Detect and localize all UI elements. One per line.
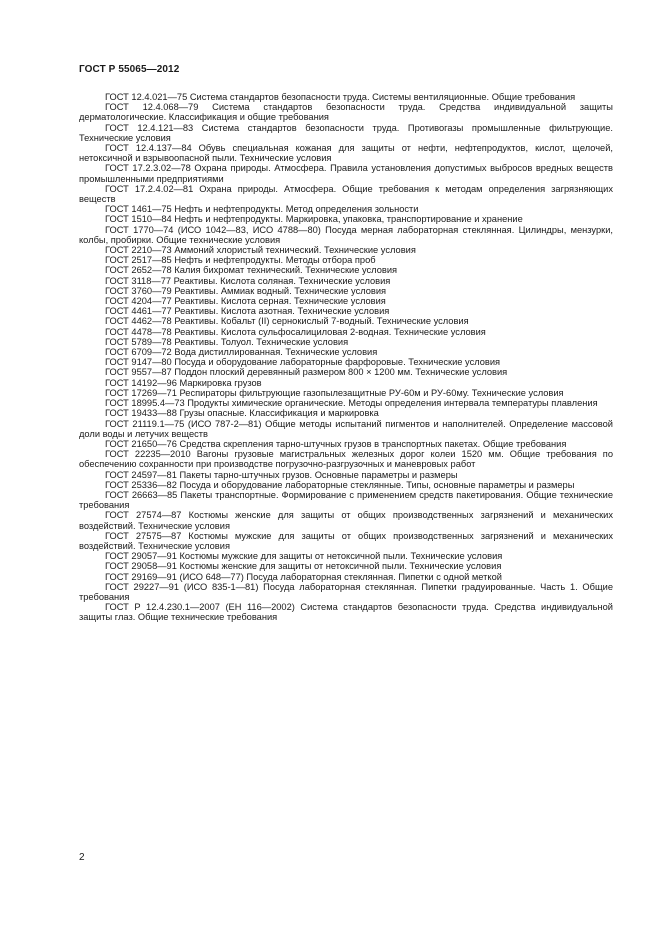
reference-item: ГОСТ 4204—77 Реактивы. Кислота серная. Технические условия <box>105 296 386 307</box>
reference-item: ГОСТ 18995.4—73 Продукты химические органические. Методы определения интервала температуры плавления <box>105 398 598 409</box>
reference-item: ГОСТ 2652—78 Калия бихромат технический. Технические условия <box>105 265 398 276</box>
reference-item: ГОСТ 29057—91 Костюмы мужские для защиты от нетоксичной пыли. Технические условия <box>105 551 503 562</box>
reference-item: ГОСТ 4461—77 Реактивы. Кислота азотная. Технические условия <box>105 306 390 317</box>
reference-item: ГОСТ 25336—82 Посуда и оборудование лабораторные стеклянные. Типы, основные параметры и размеры <box>105 479 575 490</box>
reference-item: ГОСТ 12.4.121—83 Система стандартов безопасности труда. Противогазы промышленные фильтрующие. Технические условия <box>79 122 613 143</box>
reference-item: ГОСТ 22235—2010 Вагоны грузовые магистральных железных дорог колеи 1520 мм. Общие требования по обеспечению сохранности при производстве погрузочно-разгрузочных и маневровых работ <box>79 449 613 470</box>
reference-item: ГОСТ 14192—96 Маркировка грузов <box>105 377 262 388</box>
reference-item: ГОСТ 3118—77 Реактивы. Кислота соляная. Технические условия <box>105 275 391 286</box>
reference-item: ГОСТ 29169—91 (ИСО 648—77) Посуда лабораторная стеклянная. Пипетки с одной меткой <box>105 571 502 582</box>
reference-item: ГОСТ 27575—87 Костюмы мужские для защиты от общих производственных загрязнений и механических воздействий. Технические условия <box>79 530 613 551</box>
reference-item: ГОСТ 21650—76 Средства скрепления тарно-штучных грузов в транспортных пакетах. Общие требования <box>105 438 567 449</box>
page-title: ГОСТ Р 55065—2012 <box>79 64 180 75</box>
page-number: 2 <box>79 852 85 863</box>
reference-item: ГОСТ Р 12.4.230.1—2007 (ЕН 116—2002) Система стандартов безопасности труда. Средства индивидуальной защиты глаз. Общие технические требования <box>79 602 613 623</box>
reference-item: ГОСТ 5789—78 Реактивы. Толуол. Технические условия <box>105 336 349 347</box>
reference-item: ГОСТ 17269—71 Респираторы фильтрующие газопылезащитные РУ-60м и РУ-60му. Технические условия <box>105 387 564 398</box>
reference-item: ГОСТ 21119.1—75 (ИСО 787-2—81) Общие методы испытаний пигментов и наполнителей. Определение массовой доли воды и летучих веществ <box>79 418 613 439</box>
reference-item: ГОСТ 17.2.3.02—78 Охрана природы. Атмосфера. Правила установления допустимых выбросов вредных веществ промышленными предприятиями <box>79 163 613 184</box>
reference-item: ГОСТ 26663—85 Пакеты транспортные. Формирование с применением средств пакетирования. Общие технические требования <box>79 489 613 511</box>
reference-item: ГОСТ 12.4.021—75 Система стандартов безопасности труда. Системы вентиляционные. Общие требования <box>105 92 576 102</box>
reference-item: ГОСТ 4462—78 Реактивы. Кобальт (II) сернокислый 7-водный. Технические условия <box>105 316 469 327</box>
reference-item: ГОСТ 29058—91 Костюмы женские для защиты от нетоксичной пыли. Технические условия <box>105 561 502 572</box>
reference-item: ГОСТ 2210—73 Аммоний хлористый технический. Технические условия <box>105 245 416 256</box>
reference-item: ГОСТ 1461—75 Нефть и нефтепродукты. Метод определения зольности <box>105 204 419 215</box>
reference-item: ГОСТ 29227—91 (ИСО 835-1—81) Посуда лабораторная стеклянная. Пипетки градуированные. Часть 1. Общие требования <box>79 581 613 602</box>
reference-item: ГОСТ 12.4.137—84 Обувь специальная кожаная для защиты от нефти, нефтепродуктов, кислот, щелочей, нетоксичной и взрывоопасной пыли. Технические условия <box>79 143 613 164</box>
reference-item: ГОСТ 6709—72 Вода дистиллированная. Технические условия <box>105 347 378 358</box>
reference-item: ГОСТ 1510—84 Нефть и нефтепродукты. Маркировка, упаковка, транспортирование и хранение <box>105 214 523 225</box>
reference-item: ГОСТ 3760—79 Реактивы. Аммиак водный. Технические условия <box>105 285 387 296</box>
reference-item: ГОСТ 17.2.4.02—81 Охрана природы. Атмосфера. Общие требования к методам определения загрязняющих веществ <box>79 183 613 205</box>
reference-list <box>79 92 613 623</box>
reference-item: ГОСТ 27574—87 Костюмы женские для защиты от общих производственных загрязнений и механических воздействий. Технические условия <box>79 510 613 531</box>
reference-item: ГОСТ 12.4.068—79 Система стандартов безопасности труда. Средства индивидуальной защиты дерматологические. Классификация и общие требования <box>79 102 613 123</box>
reference-item: ГОСТ 19433—88 Грузы опасные. Классификация и маркировка <box>105 408 379 419</box>
reference-item: ГОСТ 9147—80 Посуда и оборудование лабораторные фарфоровые. Технические условия <box>105 357 501 368</box>
reference-item: ГОСТ 1770—74 (ИСО 1042—83, ИСО 4788—80) Посуда мерная лабораторная стеклянная. Цилиндры, мензурки, колбы, пробирки. Общие технические условия <box>79 224 613 245</box>
reference-item: ГОСТ 24597—81 Пакеты тарно-штучных грузов. Основные параметры и размеры <box>105 469 458 480</box>
reference-item: ГОСТ 4478—78 Реактивы. Кислота сульфосалициловая 2-водная. Технические условия <box>105 326 486 337</box>
reference-item: ГОСТ 2517—85 Нефть и нефтепродукты. Методы отбора проб <box>105 255 376 266</box>
reference-item: ГОСТ 9557—87 Поддон плоский деревянный размером 800 × 1200 мм. Технические условия <box>105 367 508 378</box>
